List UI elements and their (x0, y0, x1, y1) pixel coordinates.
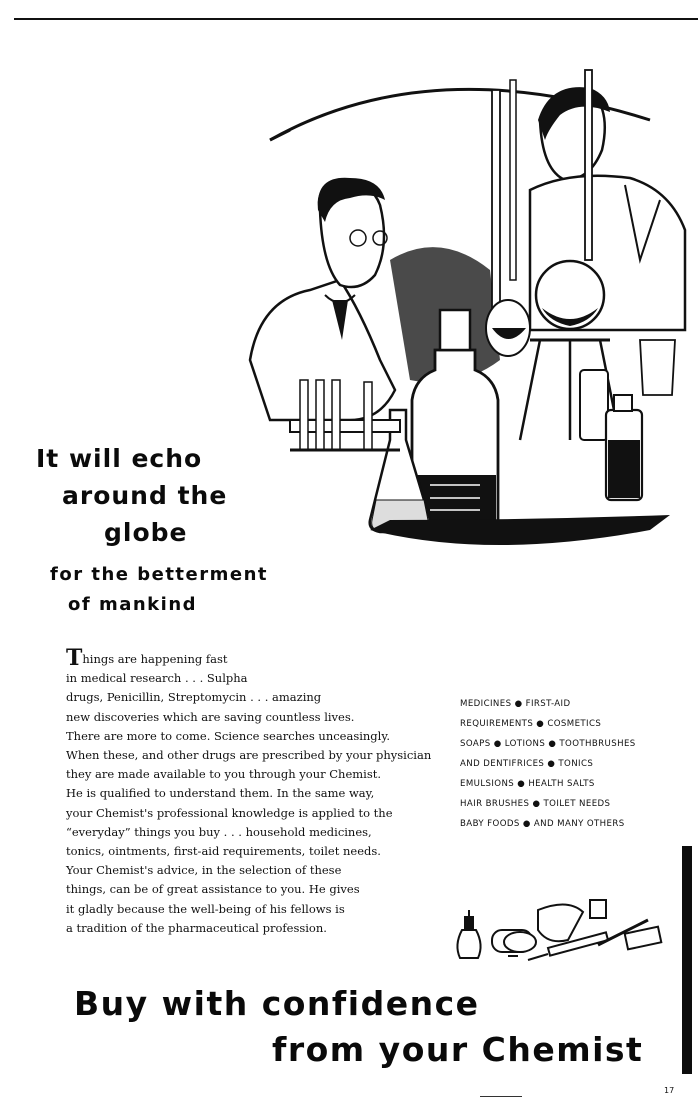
laboratory-scientists-illustration (230, 60, 690, 550)
footer-rule (480, 1096, 522, 1097)
side-bar (682, 846, 692, 1074)
subheadline-line-1: for the betterment (50, 564, 269, 585)
subheadline-line-2: of mankind (68, 594, 198, 615)
product-row: REQUIREMENTS ● COSMETICS (460, 719, 602, 729)
body-line: tonics, ointments, first-aid requirements, toilet needs. (66, 844, 381, 859)
body-line: it gladly because the well-being of his fellows is (66, 901, 345, 916)
body-line: new discoveries which are saving countless lives. (66, 709, 355, 724)
body-line: drugs, Penicillin, Streptomycin . . . amazing (66, 690, 322, 705)
body-copy (66, 645, 438, 938)
body-line: “everyday” things you buy . . . household medicines, (66, 824, 372, 839)
cta-line-1: Buy with confidence (74, 984, 480, 1023)
top-rule (14, 18, 698, 20)
body-line: Things are happening fast (66, 645, 228, 671)
body-line: When these, and other drugs are prescribed by your physician (66, 748, 432, 763)
body-line: in medical research . . . Sulpha (66, 671, 248, 686)
headline-line-2: around the (62, 481, 228, 510)
body-line: they are made available to you through your Chemist. (66, 767, 382, 782)
toiletries-illustration (448, 890, 668, 970)
product-list (460, 694, 690, 834)
body-line: things, can be of great assistance to you. He gives (66, 882, 360, 897)
body-line: There are more to come. Science searches unceasingly. (66, 728, 390, 743)
headline-line-3: globe (104, 518, 188, 547)
cta-line-2: from your Chemist (272, 1030, 644, 1069)
body-line: a tradition of the pharmaceutical profession. (66, 920, 327, 935)
body-line: He is qualified to understand them. In the same way, (66, 786, 375, 801)
product-row: MEDICINES ● FIRST-AID (460, 699, 571, 709)
product-row: BABY FOODS ● AND MANY OTHERS (460, 819, 625, 829)
product-row: AND DENTIFRICES ● TONICS (460, 759, 594, 769)
body-line: Your Chemist's advice, in the selection of these (66, 863, 342, 878)
body-line: your Chemist's professional knowledge is applied to the (66, 805, 393, 820)
product-row: EMULSIONS ● HEALTH SALTS (460, 779, 595, 789)
drop-cap: T (66, 645, 83, 671)
product-row: HAIR BRUSHES ● TOILET NEEDS (460, 799, 611, 809)
headline-line-1: It will echo (36, 444, 203, 473)
product-row: SOAPS ● LOTIONS ● TOOTHBRUSHES (460, 739, 636, 749)
page-number: 17 (664, 1086, 675, 1095)
